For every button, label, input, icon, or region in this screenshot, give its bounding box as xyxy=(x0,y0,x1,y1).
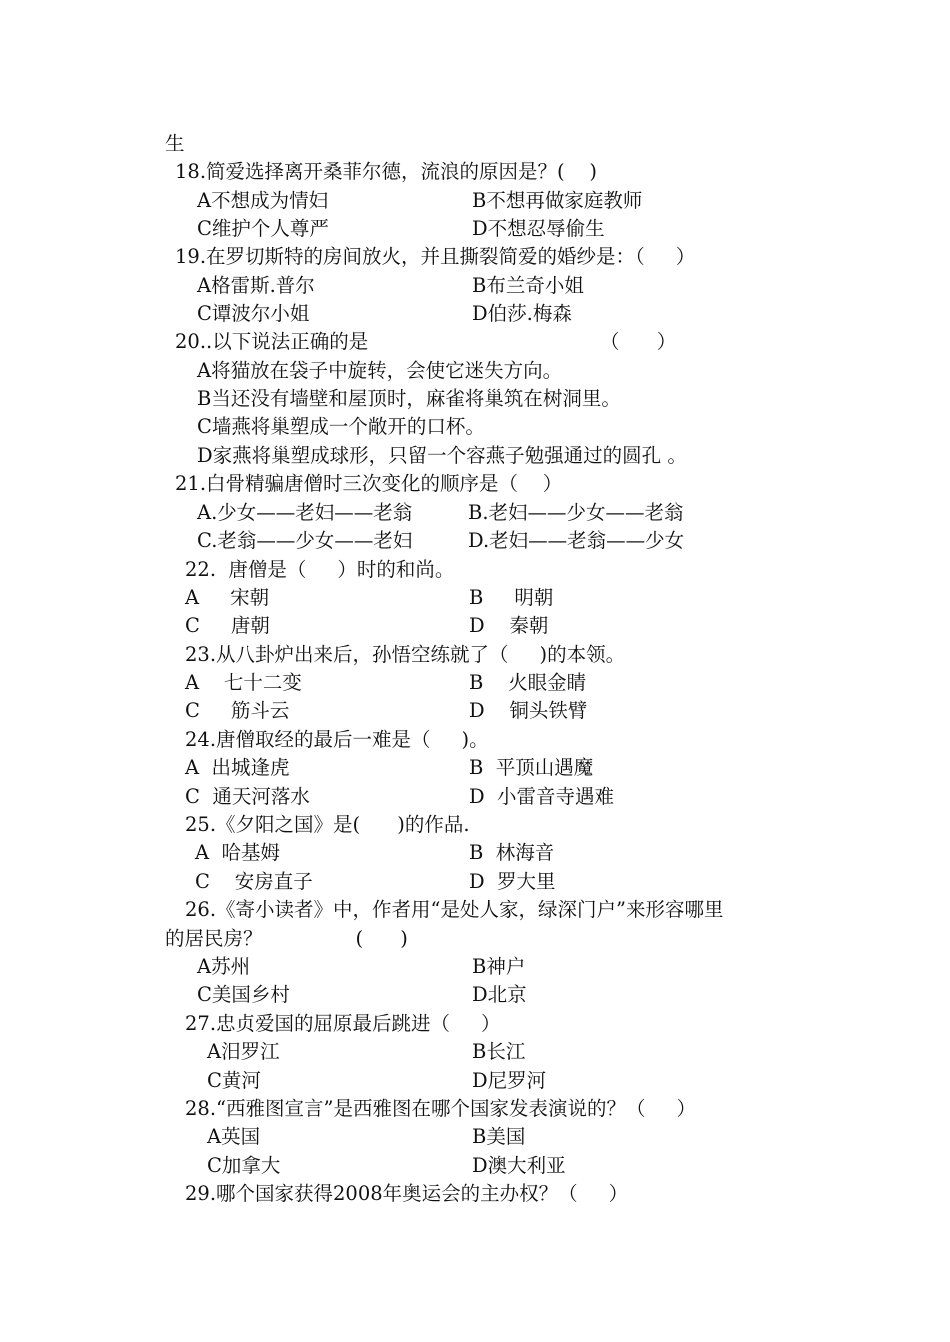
option-a: A将猫放在袋子中旋转，会使它迷失方向。 xyxy=(197,359,563,382)
question-28: 28.“西雅图宣言”是西雅图在哪个国家发表演说的？（ ） xyxy=(185,1097,696,1120)
option-c: C 安房直子 xyxy=(195,870,313,893)
option-c: C加拿大 xyxy=(207,1154,281,1177)
question-23: 23.从八卦炉出来后，孙悟空练就了（ )的本领。 xyxy=(185,643,626,666)
question-27: 27.忠贞爱国的屈原最后跳进（ ） xyxy=(185,1012,501,1035)
question-29: 29.哪个国家获得2008年奥运会的主办权？（ ） xyxy=(185,1182,629,1205)
option-d: D 罗大里 xyxy=(469,870,556,893)
text-line: 生 xyxy=(165,132,185,155)
option-c: C 筋斗云 xyxy=(185,699,290,722)
answer-blank: （ ） xyxy=(600,330,677,353)
option-a: A不想成为情妇 xyxy=(197,189,329,212)
option-b: B 平顶山遇魔 xyxy=(469,756,594,779)
question-26-continued: 的居民房？ ( ) xyxy=(165,927,408,950)
option-a: A 哈基姆 xyxy=(195,841,280,864)
option-d: D尼罗河 xyxy=(472,1069,547,1092)
option-c: C.老翁——少女——老妇 xyxy=(197,529,413,552)
option-d: D伯莎.梅森 xyxy=(472,302,572,325)
option-a: A 宋朝 xyxy=(185,586,270,609)
option-b: B不想再做家庭教师 xyxy=(472,189,643,212)
option-c: C美国乡村 xyxy=(197,983,290,1006)
option-b: B 火眼金睛 xyxy=(469,671,587,694)
question-21: 21.白骨精骗唐僧时三次变化的顺序是（ ） xyxy=(175,472,563,495)
option-d: D澳大利亚 xyxy=(472,1154,566,1177)
option-b: B神户 xyxy=(472,955,526,978)
option-b: B 明朝 xyxy=(469,586,554,609)
option-a: A 出城逢虎 xyxy=(185,756,290,779)
option-c: C墙燕将巢塑成一个敞开的口杯。 xyxy=(197,415,485,438)
question-26: 26.《寄小读者》中，作者用“是处人家，绿深门户”来形容哪里 xyxy=(185,898,724,921)
option-b: B当还没有墙壁和屋顶时，麻雀将巢筑在树洞里。 xyxy=(197,387,621,410)
option-c: C谭波尔小姐 xyxy=(197,302,310,325)
option-d: D 铜头铁臂 xyxy=(469,699,588,722)
option-d: D 秦朝 xyxy=(469,614,549,637)
option-b: B长江 xyxy=(472,1040,526,1063)
option-a: A苏州 xyxy=(197,955,251,978)
option-a: A格雷斯.普尔 xyxy=(197,274,315,297)
option-a: A.少女——老妇——老翁 xyxy=(197,501,413,524)
option-d: D 小雷音寺遇难 xyxy=(469,785,615,808)
question-22: 22. 唐僧是（ ）时的和尚。 xyxy=(185,558,455,581)
question-24: 24.唐僧取经的最后一难是（ )。 xyxy=(185,728,489,751)
option-d: D不想忍辱偷生 xyxy=(472,217,605,240)
option-c: C 通天河落水 xyxy=(185,785,310,808)
option-c: C 唐朝 xyxy=(185,614,270,637)
option-b: B美国 xyxy=(472,1125,526,1148)
option-b: B.老妇——少女——老翁 xyxy=(468,501,684,524)
option-d: D家燕将巢塑成球形，只留一个容燕子勉强通过的圆孔 。 xyxy=(197,444,687,467)
option-d: D北京 xyxy=(472,983,527,1006)
option-b: B布兰奇小姐 xyxy=(472,274,584,297)
question-20: 20..以下说法正确的是 xyxy=(175,330,369,353)
option-d: D.老妇——老翁——少女 xyxy=(468,529,685,552)
option-c: C黄河 xyxy=(207,1069,261,1092)
question-18: 18.简爱选择离开桑菲尔德，流浪的原因是？( ) xyxy=(175,160,598,183)
question-19: 19.在罗切斯特的房间放火，并且撕裂简爱的婚纱是：（ ） xyxy=(175,245,696,268)
option-a: A英国 xyxy=(207,1125,261,1148)
question-25: 25.《夕阳之国》是( )的作品. xyxy=(185,813,470,836)
option-b: B 林海音 xyxy=(469,841,555,864)
option-a: A汨罗江 xyxy=(207,1040,280,1063)
option-a: A 七十二变 xyxy=(185,671,302,694)
option-c: C维护个人尊严 xyxy=(197,217,329,240)
